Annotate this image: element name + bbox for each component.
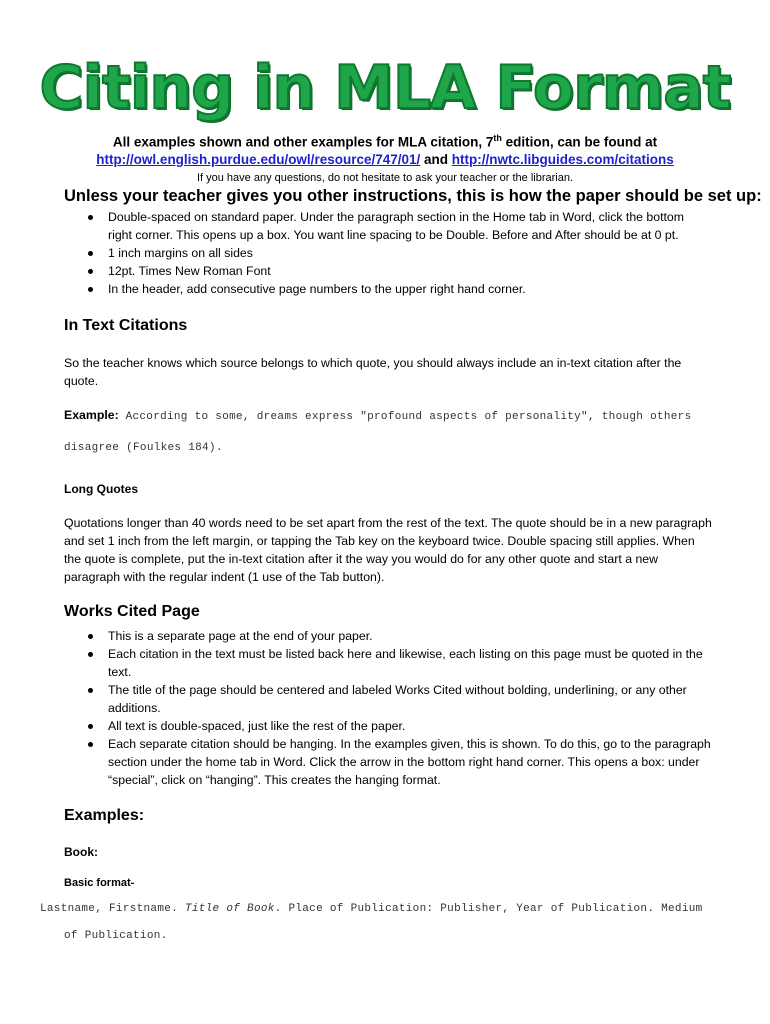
citation-publication: . Place of Publication: Publisher, Year of Publication. Medium [274,903,703,915]
edition-superscript: th [493,133,502,143]
list-item-text: All text is double-spaced, just like the rest of the paper. [108,719,406,733]
nwtc-libguides-link[interactable]: http://nwtc.libguides.com/citations [451,152,674,167]
works-cited-heading: Works Cited Page [64,603,200,620]
book-citation-line-1 [40,903,703,915]
list-item [86,627,711,645]
resource-links [0,152,770,167]
citation-title: Title of Book [184,903,275,915]
bullet-icon [88,269,93,274]
long-quotes-heading: Long Quotes [64,482,138,496]
list-item-text: Each citation in the text must be listed back here and likewise, each listing on this page must be quoted in the text. [108,647,703,679]
example-line-2: disagree (Foulkes 184). [64,442,223,454]
list-item [86,244,711,262]
bullet-icon [88,251,93,256]
list-item-text: Each separate citation should be hanging. In the examples given, this is shown. To do this, go to the paragraph section under the home tab in Word. Click the arrow in the bottom right hand corner. This opens a box: under “special”, click on “hanging”. This creates the hanging format. [108,737,711,787]
list-item [86,262,711,280]
list-item [86,717,711,735]
in-text-paragraph: So the teacher knows which source belongs to which quote, you should always include an in-text citation after the quote. [64,356,682,388]
example-label: Example: [64,408,119,422]
list-item-text: 12pt. Times New Roman Font [108,264,271,278]
list-item [86,208,711,244]
list-item-text: In the header, add consecutive page numbers to the upper right hand corner. [108,282,526,296]
bullet-icon [88,688,93,693]
purdue-owl-link[interactable]: http://owl.english.purdue.edu/owl/resource/747/01/ [96,152,421,167]
bullet-icon [88,215,93,220]
book-citation-line-2: of Publication. [64,930,168,942]
in-text-citations-heading: In Text Citations [64,317,188,334]
list-item [86,645,711,681]
bullet-icon [88,742,93,747]
examples-heading: Examples: [64,807,145,824]
list-item [86,280,711,298]
long-quotes-paragraph: Quotations longer than 40 words need to be set apart from the rest of the text. The quote should be in a new paragraph and set 1 inch from the left margin, or tapping the Tab key on the keyboard twice. Double spacing still applies. When the quote is complete, put the in-text citation after it the way you would do for any other quote and start a new paragraph with the regular indent (1 use of the Tab button). [64,516,712,584]
book-label: Book: [64,845,98,859]
example-line-1 [64,406,691,424]
questions-note: If you have any questions, do not hesitate to ask your teacher or the librarian. [196,172,574,184]
bullet-icon [88,634,93,639]
list-item-text: Double-spaced on standard paper. Under the paragraph section in the Home tab in Word, click the bottom right corner. This opens up a box. You want line spacing to be Double. Before and After should be at 0 pt. [108,210,685,242]
list-item-text: The title of the page should be centered and labeled Works Cited without bolding, underlining, or any other additions. [108,683,687,715]
list-item [86,735,711,789]
link-joiner: and [420,152,452,167]
list-item-text: This is a separate page at the end of your paper. [108,629,373,643]
bullet-icon [88,652,93,657]
example-quote: According to some, dreams express "profound aspects of personality", though others [118,411,692,423]
setup-list [86,208,711,298]
page-title: Citing in MLA Format [39,53,731,123]
works-cited-list [86,627,711,789]
setup-heading: Unless your teacher gives you other instructions, this is how the paper should be set up: [64,187,762,205]
basic-format-label: Basic format- [64,877,135,889]
intro-text [0,133,770,150]
bullet-icon [88,724,93,729]
intro-text-end: edition, can be found at [501,134,658,150]
list-item [86,681,711,717]
bullet-icon [88,287,93,292]
list-item-text: 1 inch margins on all sides [108,246,253,260]
intro-text-start: All examples shown and other examples for MLA citation, 7 [112,134,494,150]
citation-author: Lastname, Firstname. [40,903,185,915]
